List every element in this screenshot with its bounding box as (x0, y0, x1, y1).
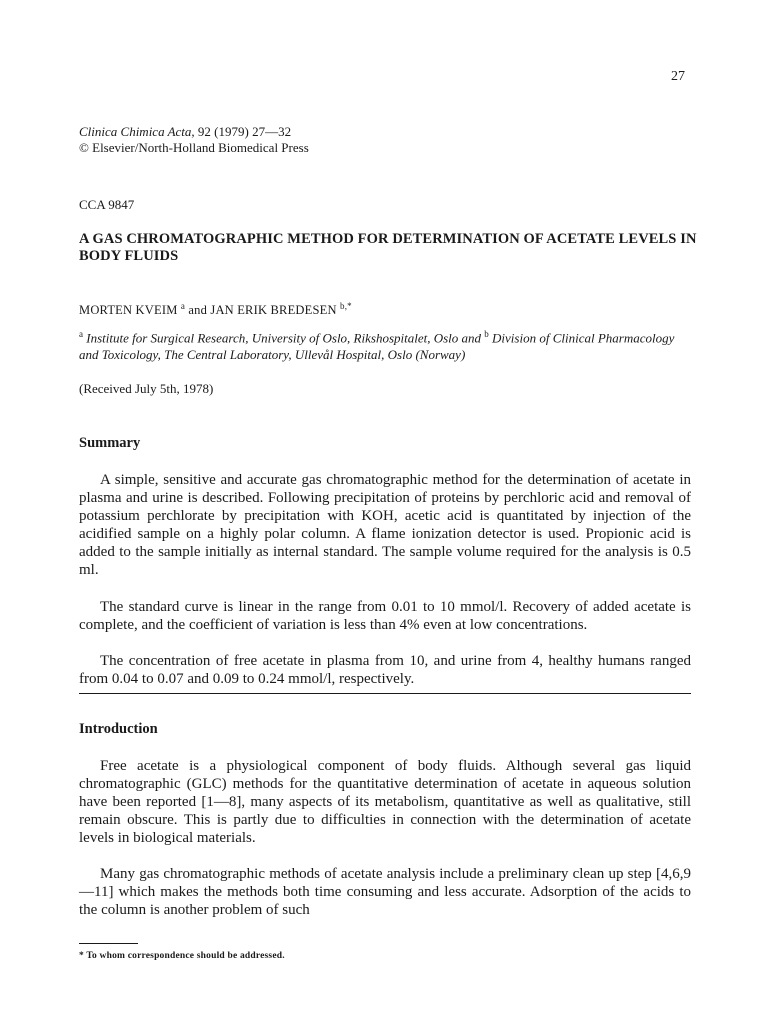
journal-name: Clinica Chimica Acta (79, 124, 192, 139)
journal-citation-line (79, 124, 639, 140)
article-title: A GAS CHROMATOGRAPHIC METHOD FOR DETERMINATION OF ACETATE LEVELS IN BODY FLUIDS (79, 231, 697, 264)
introduction-paragraph: Free acetate is a physiological component of body fluids. Although several gas liquid chromatographic (GLC) methods for the quantitative determination of acetate in aqueous solution have been reported [1—8], many aspects of its metabolism, quantitative as well as qualitative, still remain obscure. This is partly due to difficulties in connection with the determination of acetate levels in biological materials. (79, 758, 691, 846)
summary-paragraph: A simple, sensitive and accurate gas chromatographic method for the determination of acetate in plasma and urine is described. Following precipitation of proteins by perchloric acid and removal of potassium perchlorate by precipitation with KOH, acetic acid is quantitated by injection of the acidified sample on a highly polar column. A flame ionization detector is used. Propionic acid is added to the sample initially as internal standard. The sample volume required for the analysis is 0.5 ml. (79, 472, 691, 578)
author-1-mark: a (180, 301, 186, 311)
introduction-heading: Introduction (79, 721, 158, 737)
author-conjunction: and (188, 303, 208, 318)
affiliation-mark-b: b (484, 329, 489, 339)
summary-heading: Summary (79, 435, 141, 451)
journal-copyright: © Elsevier/North-Holland Biomedical Press (79, 140, 309, 155)
affiliation-b: Division of Clinical Pharmacology and Toxicology, The Central Laboratory, Ullevål Hospital, Oslo (Norway) (79, 330, 675, 363)
affiliation (79, 326, 694, 363)
footnote-rule (79, 943, 138, 944)
received-date: (Received July 5th, 1978) (79, 381, 214, 396)
author-2: JAN ERIK BREDESEN (210, 303, 337, 318)
journal-citation: , 92 (1979) 27—32 (191, 124, 292, 139)
summary-paragraph: The concentration of free acetate in plasma from 10, and urine from 4, healthy humans ranged from 0.04 to 0.07 and 0.09 to 0.24 mmol/l, respectively. (79, 653, 691, 687)
article-id: CCA 9847 (79, 197, 135, 212)
introduction-paragraph: Many gas chromatographic methods of acetate analysis include a preliminary clean up step [4,6,9—11] which makes the methods both time consuming and less accurate. Adsorption of the acids to the column is another problem of such (79, 866, 691, 918)
journal-info (79, 124, 639, 156)
affiliation-a: Institute for Surgical Research, University of Oslo, Rikshospitalet, Oslo and (86, 330, 482, 346)
page-number: 27 (671, 69, 685, 84)
author-1: MORTEN KVEIM (79, 303, 178, 318)
author-line (79, 301, 352, 318)
section-divider (79, 693, 691, 694)
footnote: * To whom correspondence should be addressed. (79, 951, 285, 961)
author-2-mark: b,* (340, 301, 352, 311)
summary-paragraph: The standard curve is linear in the range from 0.01 to 10 mmol/l. Recovery of added acetate is complete, and the coefficient of variation is less than 4% even at low concentrations. (79, 599, 691, 633)
affiliation-mark-a: a (79, 329, 83, 339)
